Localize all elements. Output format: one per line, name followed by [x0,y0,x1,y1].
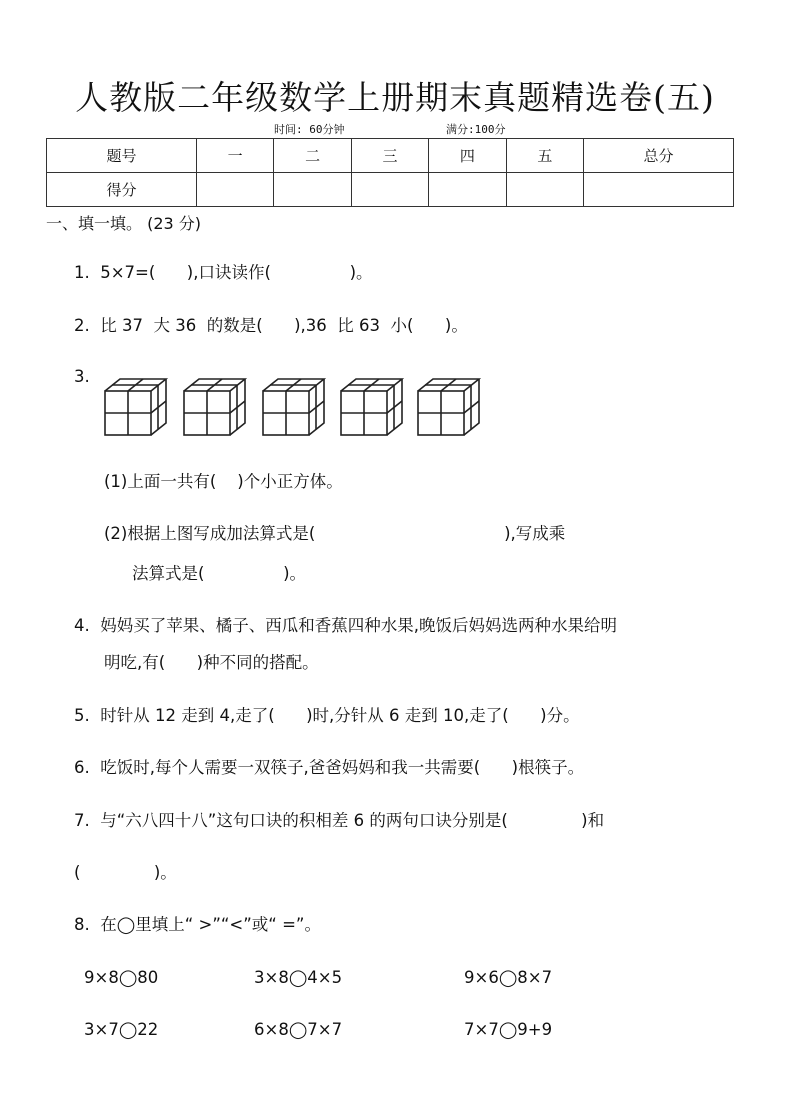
question-3-number: 3. [74,367,90,386]
page-title: 人教版二年级数学上册期末真题精选卷(五) [75,78,715,117]
cube-figure [183,377,247,437]
question-5: 5. 时针从 12 走到 4,走了( )时,分针从 6 走到 10,走了( )分。 [74,706,580,725]
score-cell[interactable] [584,173,734,207]
score-table-header-row [47,139,734,173]
question-7-cont: ( )。 [74,863,177,882]
score-table-score-row [47,173,734,207]
score-cell[interactable] [506,173,583,207]
question-6: 6. 吃饭时,每个人需要一双筷子,爸爸妈妈和我一共需要( )根筷子。 [74,758,585,777]
cube-figure [104,377,168,437]
score-table-header: 一 [196,139,273,173]
score-table-header: 五 [506,139,583,173]
score-table-header: 总分 [584,139,734,173]
question-4: 4. 妈妈买了苹果、橘子、西瓜和香蕉四种水果,晚饭后妈妈选两种水果给明 [74,616,617,635]
question-2: 2. 比 37 大 36 的数是( ),36 比 63 小( )。 [74,316,468,335]
score-table-header: 三 [351,139,428,173]
compare-item: 9×6◯8×7 [464,968,553,987]
cube-figure [262,377,326,437]
question-7: 7. 与“六八四十八”这句口诀的积相差 6 的两句口诀分别是( )和 [74,811,605,830]
score-table-header: 四 [429,139,506,173]
score-table-header: 题号 [47,139,197,173]
score-cell[interactable] [429,173,506,207]
compare-item: 6×8◯7×7 [254,1020,343,1039]
full-score: 满分:100分 [446,123,506,136]
cube-figure [340,377,404,437]
compare-item: 7×7◯9+9 [464,1020,553,1039]
score-row-label: 得分 [47,173,197,207]
question-3-part-2-cont: 法算式是( )。 [132,564,307,583]
question-3-part-2: (2)根据上图写成加法算式是( ),写成乘 [104,524,566,543]
score-cell[interactable] [196,173,273,207]
question-1: 1. 5×7=( ),口诀读作( )。 [74,263,373,282]
question-4-cont: 明吃,有( )种不同的搭配。 [104,653,319,672]
score-cell[interactable] [351,173,428,207]
cube-figure [417,377,481,437]
question-8: 8. 在◯里填上“ >”“<”或“ =”。 [74,915,321,934]
section-heading: 一、填一填。 (23 分) [46,214,202,233]
compare-item: 9×8◯80 [84,968,159,987]
time-limit: 时间: 60分钟 [274,123,345,136]
score-table [46,138,734,207]
score-table-header: 二 [274,139,351,173]
compare-item: 3×7◯22 [84,1020,159,1039]
compare-item: 3×8◯4×5 [254,968,343,987]
question-3-part-1: (1)上面一共有( )个小正方体。 [104,472,343,491]
score-cell[interactable] [274,173,351,207]
